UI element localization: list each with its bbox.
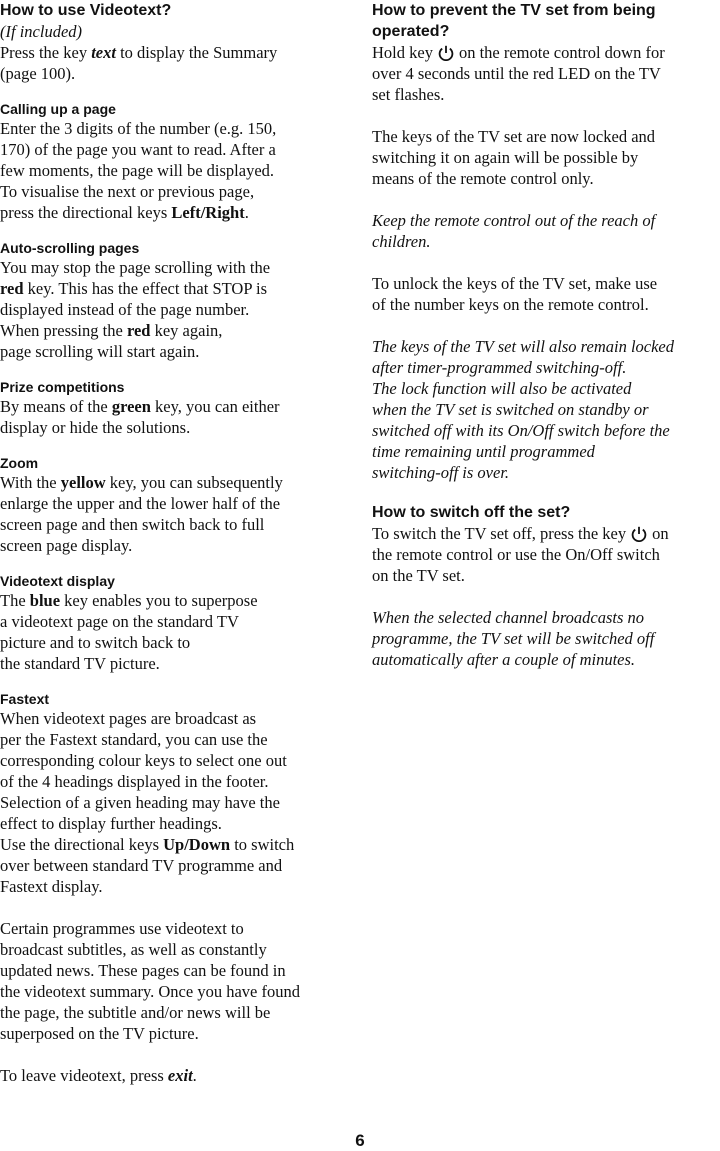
unlock-line: To unlock the keys of the TV set, make use [372, 274, 658, 293]
if-included-note: (If included) [0, 22, 83, 41]
calling-line: 170) of the page you want to read. After a [0, 140, 276, 159]
right-column [372, 0, 720, 670]
children-note: children. [372, 232, 431, 251]
switchoff-title: How to switch off the set? [372, 504, 571, 521]
fastext-line: corresponding colour keys to select one out [0, 751, 287, 770]
children-note: Keep the remote control out of the reach of [372, 211, 656, 230]
fastext-line: Fastext display. [0, 877, 103, 896]
vtdisplay-heading: Videotext display [0, 573, 115, 589]
timer-note: switching-off is over. [372, 463, 510, 482]
autoscroll-line: When pressing the red key again, [0, 321, 223, 340]
red-key: red [0, 279, 24, 298]
fastext-line: When videotext pages are broadcast as [0, 709, 257, 728]
locked-line: The keys of the TV set are now locked and [372, 127, 656, 146]
autoscroll-heading: Auto-scrolling pages [0, 240, 140, 256]
left-right-key: Left/Right [171, 203, 245, 222]
no-programme-note: When the selected channel broadcasts no [372, 608, 645, 627]
vtdisplay-line: picture and to switch back to [0, 633, 191, 652]
calling-line: press the directional keys Left/Right. [0, 203, 249, 222]
zoom-line: With the yellow key, you can subsequently [0, 473, 283, 492]
green-key: green [111, 397, 151, 416]
subtitle-line: superposed on the TV picture. [0, 1024, 199, 1043]
switchoff-line: To switch the TV set off, press the key on [372, 524, 669, 543]
switchoff-line: on the TV set. [372, 566, 465, 585]
autoscroll-line: displayed instead of the page number. [0, 300, 250, 319]
fastext-line: Use the directional keys Up/Down to switch [0, 835, 295, 854]
prevent-line: over 4 seconds until the red LED on the TV [372, 64, 661, 83]
subtitle-line: Certain programmes use videotext to [0, 919, 244, 938]
prize-line: By means of the green key, you can either [0, 397, 280, 416]
zoom-heading: Zoom [0, 455, 39, 471]
videotext-title: How to use Videotext? [0, 2, 172, 19]
autoscroll-line: red key. This has the effect that STOP is [0, 279, 268, 298]
subtitle-line: the page, the subtitle and/or news will be [0, 1003, 271, 1022]
locked-line: switching it on again will be possible by [372, 148, 639, 167]
timer-note: after timer-programmed switching-off. [372, 358, 627, 377]
calling-line: To visualise the next or previous page, [0, 182, 255, 201]
timer-note: time remaining until programmed [372, 442, 595, 461]
yellow-key: yellow [60, 473, 106, 492]
summary-line: Press the key text to display the Summary [0, 43, 278, 62]
prevent-title: operated? [372, 23, 450, 40]
vtdisplay-line: a videotext page on the standard TV [0, 612, 239, 631]
prize-line: display or hide the solutions. [0, 418, 191, 437]
no-programme-note: automatically after a couple of minutes. [372, 650, 636, 669]
fastext-line: of the 4 headings displayed in the footer. [0, 772, 269, 791]
prize-heading: Prize competitions [0, 379, 125, 395]
zoom-line: screen page display. [0, 536, 133, 555]
fastext-heading: Fastext [0, 691, 50, 707]
subtitle-line: updated news. These pages can be found in [0, 961, 286, 980]
hold-line: Hold key on the remote control down for [372, 43, 665, 62]
subtitle-line: broadcast subtitles, as well as constantly [0, 940, 267, 959]
zoom-line: screen page and then switch back to full [0, 515, 265, 534]
timer-note: The keys of the TV set will also remain locked [372, 337, 674, 356]
up-down-key: Up/Down [163, 835, 231, 854]
power-icon [630, 526, 648, 542]
summary-page: (page 100). [0, 64, 76, 83]
switchoff-line: the remote control or use the On/Off switch [372, 545, 660, 564]
text-key: text [91, 43, 116, 62]
subtitle-line: the videotext summary. Once you have found [0, 982, 300, 1001]
prevent-title: How to prevent the TV set from being [372, 2, 656, 19]
vtdisplay-line: the standard TV picture. [0, 654, 160, 673]
power-icon [437, 45, 455, 61]
calling-line: few moments, the page will be displayed. [0, 161, 275, 180]
autoscroll-line: page scrolling will start again. [0, 342, 200, 361]
vtdisplay-line: The blue key enables you to superpose [0, 591, 258, 610]
leave-line: To leave videotext, press exit. [0, 1066, 197, 1085]
fastext-line: Selection of a given heading may have the [0, 793, 280, 812]
zoom-line: enlarge the upper and the lower half of the [0, 494, 281, 513]
left-column [0, 0, 350, 1086]
timer-note: The lock function will also be activated [372, 379, 632, 398]
locked-line: means of the remote control only. [372, 169, 594, 188]
fastext-line: over between standard TV programme and [0, 856, 283, 875]
page-number: 6 [355, 1131, 365, 1150]
calling-heading: Calling up a page [0, 101, 116, 117]
blue-key: blue [29, 591, 61, 610]
no-programme-note: programme, the TV set will be switched off [372, 629, 655, 648]
autoscroll-line: You may stop the page scrolling with the [0, 258, 271, 277]
unlock-line: of the number keys on the remote control. [372, 295, 649, 314]
fastext-line: per the Fastext standard, you can use the [0, 730, 268, 749]
prevent-line: set flashes. [372, 85, 445, 104]
fastext-line: effect to display further headings. [0, 814, 222, 833]
red-key: red [126, 321, 151, 340]
timer-note: when the TV set is switched on standby or [372, 400, 649, 419]
calling-line: Enter the 3 digits of the number (e.g. 150, [0, 119, 277, 138]
timer-note: switched off with its On/Off switch before the [372, 421, 670, 440]
exit-key: exit [167, 1066, 193, 1085]
